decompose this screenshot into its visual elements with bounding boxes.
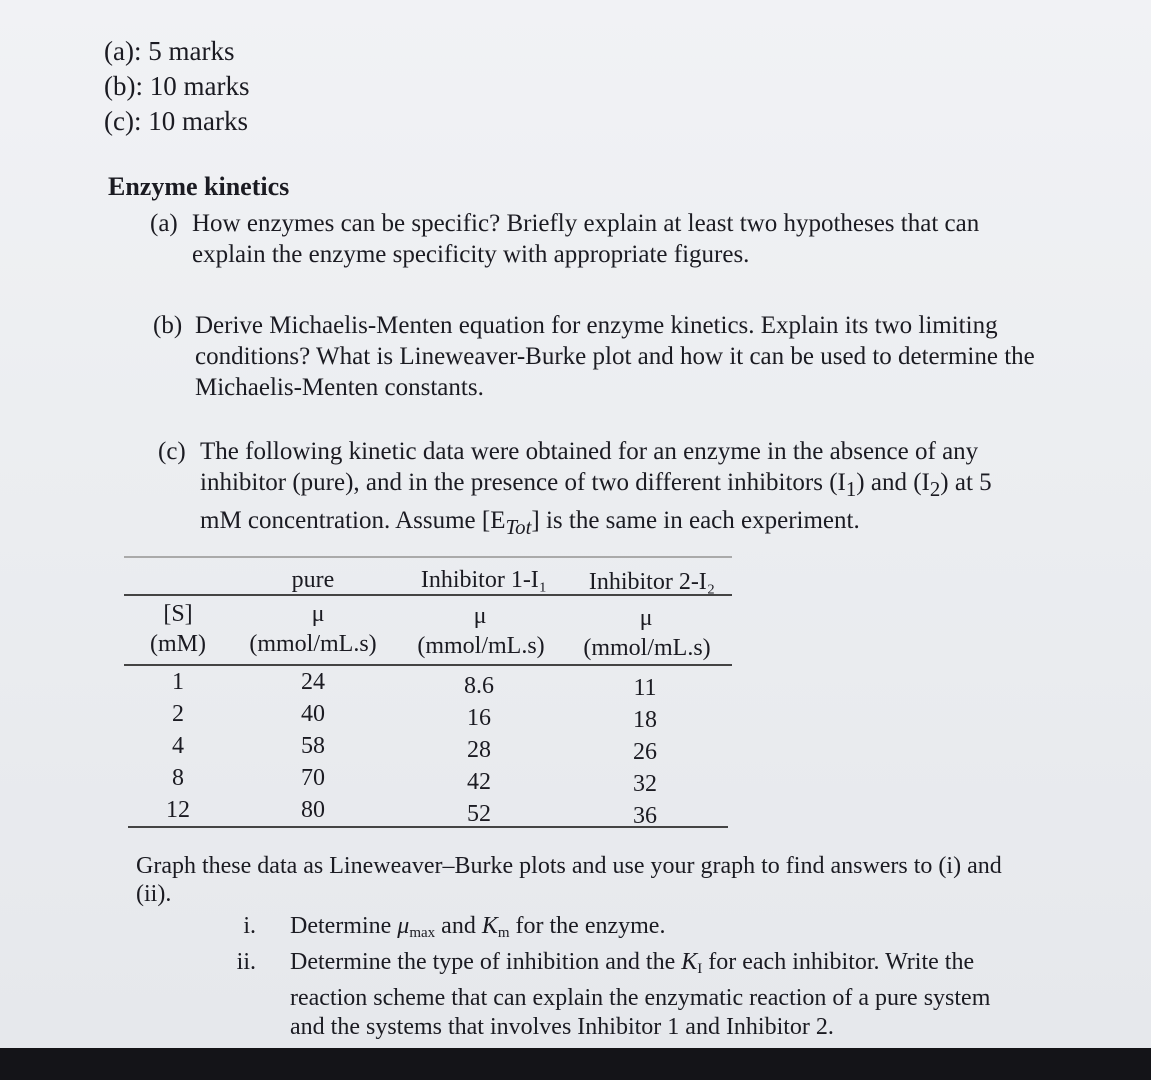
k-symbol: K: [681, 949, 698, 975]
graph-instruction: Graph these data as Lineweaver–Burke plots and use your graph to find answers to (i) and (ii).: [136, 853, 1002, 907]
etot-subscript: Tot: [505, 515, 532, 539]
table-cell: 1: [172, 669, 184, 695]
marks-list: [104, 34, 249, 139]
monitor-bezel: [0, 1048, 1151, 1080]
marks-item: (b): 10 marks: [104, 71, 250, 101]
sub-question-text-part: for each inhibitor. Write the reaction scheme that can explain the enzymatic reaction of a pure system and the systems that involves Inhibitor 1 and Inhibitor 2.: [290, 949, 991, 1040]
question-b-text: Derive Michaelis-Menten equation for enzyme kinetics. Explain its two limiting conditions? What is Lineweaver-Burke plot and how it can be used to determine the Michaelis-Menten constants.: [195, 312, 1035, 401]
sub-question-text-part: Determine the type of inhibition and the: [290, 949, 682, 975]
table-cell: 36: [633, 803, 657, 829]
question-c-text-part: ) at 5 mM concentration. Assume [E: [200, 469, 992, 534]
table-cell: 26: [633, 739, 657, 765]
inhibitor-1-subscript: 1: [845, 477, 857, 501]
table-cell: 11: [633, 675, 657, 701]
table-cell: 70: [301, 765, 325, 791]
table-cell: 58: [301, 733, 325, 759]
sub-question-text-part: for the enzyme.: [509, 913, 666, 939]
col-header-i2-mu: μ: [639, 605, 653, 631]
col-header-pure-mu: μ: [311, 601, 325, 627]
mu-symbol: μ: [397, 913, 410, 939]
marks-item: (a): 5 marks: [104, 36, 235, 66]
group-header-inhibitor-1: Inhibitor 1-I₁: [420, 567, 548, 593]
k-symbol: K: [481, 913, 498, 939]
table-cell: 18: [633, 707, 657, 733]
k-subscript: I: [697, 961, 703, 977]
question-c-text-part: The following kinetic data were obtained for an enzyme in the absence of any inhibitor (pure), and in the presence of two different inhibitors (I: [200, 438, 979, 496]
table-cell: 8: [172, 765, 184, 791]
col-header-i1-unit: (mmol/mL.s): [417, 633, 545, 659]
question-c: [158, 436, 1038, 543]
sub-question-number: i.: [243, 913, 256, 939]
table-cell: 2: [172, 701, 184, 727]
mu-subscript: max: [409, 925, 436, 941]
question-c-text-part: ] is the same in each experiment.: [531, 507, 860, 534]
question-a: [150, 208, 1055, 270]
marks-item: (c): 10 marks: [104, 106, 248, 136]
sub-question-text: [230, 948, 1030, 1042]
col-header-i2-unit: (mmol/mL.s): [583, 635, 711, 661]
col-header-s-unit: (mM): [150, 631, 206, 657]
group-header-inhibitor-2: Inhibitor 2-I₂: [588, 569, 716, 595]
inhibitor-2-subscript: 2: [929, 477, 941, 501]
kinetic-data-table: [124, 556, 732, 828]
table-cell: 40: [301, 701, 325, 727]
col-header-s: [S]: [163, 601, 193, 627]
table-cell: 4: [172, 733, 184, 759]
table-cell: 28: [467, 737, 491, 763]
table-cell: 80: [301, 797, 325, 823]
question-c-text-part: ) and (I: [856, 469, 930, 496]
table-cell: 52: [467, 801, 491, 827]
sub-question-text-part: and: [435, 913, 482, 939]
sub-question-text: [230, 912, 1030, 948]
sub-questions-list: [230, 912, 1030, 1042]
table-top-rule: [124, 556, 732, 558]
table-cell: 16: [467, 705, 491, 731]
table-cell: 42: [467, 769, 491, 795]
table-cell: 8.6: [464, 673, 494, 699]
sub-question-number: ii.: [236, 949, 256, 975]
question-c-text: [158, 436, 1038, 543]
group-header-pure: pure: [291, 567, 335, 593]
table-cell: 24: [301, 669, 325, 695]
question-b: [153, 310, 1063, 403]
table-cell: 32: [633, 771, 657, 797]
list-item: [230, 948, 1030, 1042]
question-c-label: (c): [158, 438, 186, 465]
k-subscript: m: [497, 925, 510, 941]
question-a-label: (a): [150, 210, 178, 237]
question-a-text: How enzymes can be specific? Briefly explain at least two hypotheses that can explain the enzyme specificity with appropriate figures.: [192, 210, 980, 268]
section-title: Enzyme kinetics: [108, 172, 290, 201]
col-header-pure-unit: (mmol/mL.s): [249, 631, 377, 657]
table-cell: 12: [166, 797, 190, 823]
table-subheader-rule: [124, 664, 732, 666]
col-header-i1-mu: μ: [473, 603, 487, 629]
sub-question-text-part: Determine: [290, 913, 398, 939]
list-item: [230, 912, 1030, 948]
question-b-label: (b): [153, 312, 183, 339]
